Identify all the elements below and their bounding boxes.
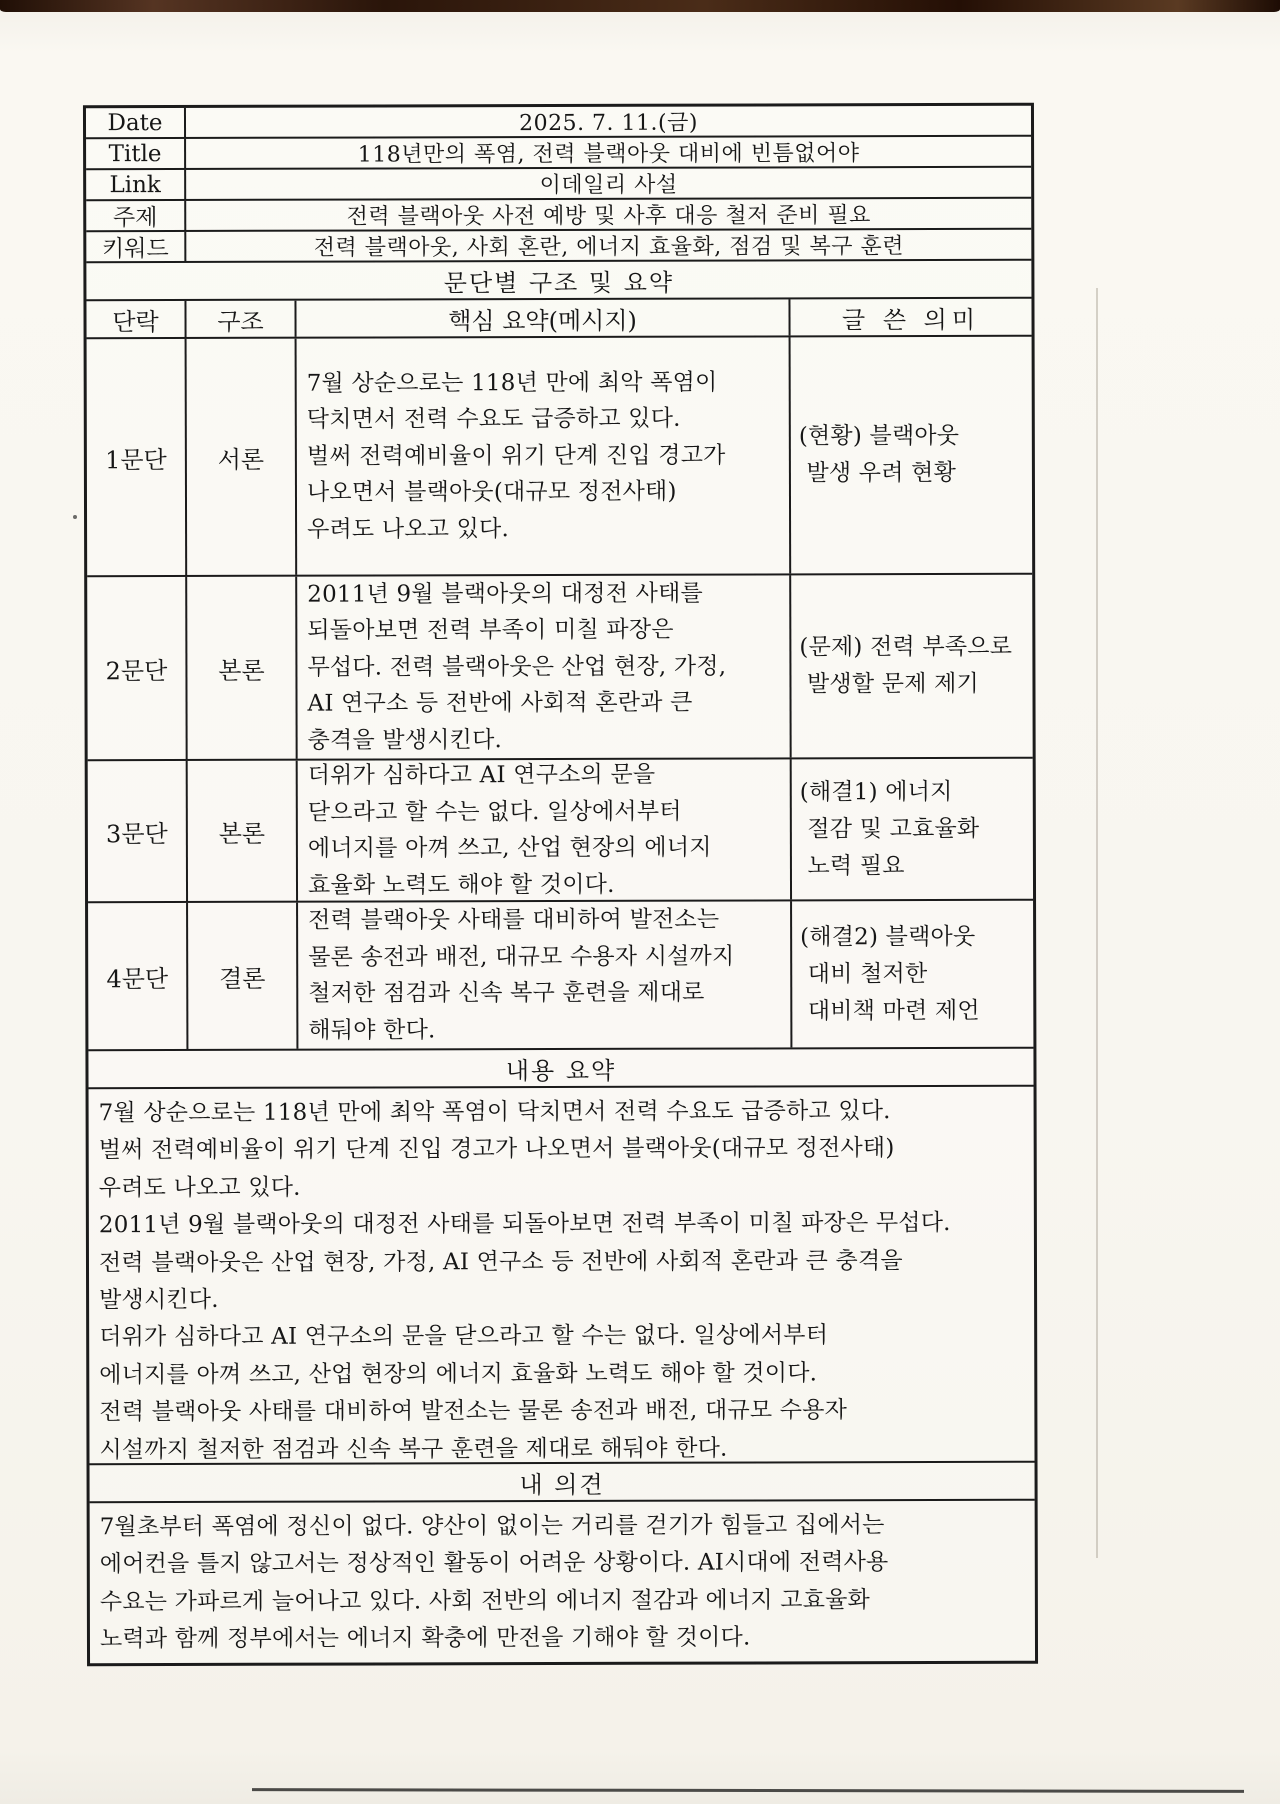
paragraph-4-summary-cell <box>298 901 792 1048</box>
content-summary-block <box>89 1087 1035 1465</box>
paragraph-4-meaning-cell <box>792 901 1033 1048</box>
table-row-paragraph-3 <box>88 759 1033 903</box>
section-title-my-opinion: 내 의견 <box>90 1463 1035 1503</box>
structure-table-header-row <box>86 299 1031 339</box>
paragraph-2-summary-cell <box>297 575 791 758</box>
meta-label-title: Title <box>86 139 186 168</box>
paragraph-2-structure: 본론 <box>187 577 297 759</box>
paragraph-3-number: 3문단 <box>88 761 188 901</box>
meta-value-date: 2025. 7. 11.(금) <box>519 110 698 137</box>
meta-label-link: Link <box>86 170 186 199</box>
section-title-content-summary: 내용 요약 <box>88 1049 1033 1089</box>
meta-row-keywords <box>86 230 1031 263</box>
paragraph-3-summary-cell <box>298 759 792 900</box>
table-row-paragraph-2 <box>87 575 1032 761</box>
scan-artifact-bottom-line <box>252 1788 1244 1793</box>
table-row-paragraph-4 <box>88 901 1033 1051</box>
meta-label-topic: 주제 <box>86 201 186 230</box>
meta-row-topic <box>86 199 1031 232</box>
paragraph-3-meaning-cell <box>792 759 1033 900</box>
paragraph-3-meaning-text: (해결1) 에너지 절감 및 고효율화 노력 필요 <box>799 778 980 879</box>
scan-artifact-top-band <box>0 0 1280 12</box>
meta-value-link: 이데일리 사설 <box>539 172 678 199</box>
meta-row-date <box>86 106 1031 139</box>
paragraph-3-summary-text: 더위가 심하다고 AI 연구소의 문을 닫으라고 할 수는 없다. 일상에서부터 에너지를 아껴 쓰고, 산업 현장의 에너지 효율화 노력도 해야 할 것이다. <box>307 761 712 899</box>
section-title-structure-summary: 문단별 구조 및 요약 <box>86 261 1031 301</box>
column-header-writer-intent: 글 쓴 의미 <box>841 305 981 334</box>
paragraph-1-summary-text: 7월 상순으로는 118년 만에 최악 폭염이 닥치면서 전력 수요도 급증하고 있다. 벌써 전력예비율이 위기 단계 진입 경고가 나오면서 블랙아웃(대규모 정전사태) 우려도 나오고 있다. <box>306 369 726 543</box>
meta-value-topic: 전력 블랙아웃 사전 예방 및 사후 대응 철저 준비 필요 <box>346 203 871 230</box>
paragraph-3-structure: 본론 <box>188 761 298 901</box>
meta-row-link <box>86 168 1031 201</box>
meta-label-keywords: 키워드 <box>86 232 186 261</box>
column-header-key-summary: 핵심 요약(메시지) <box>296 299 790 336</box>
paragraph-1-number: 1문단 <box>87 339 188 575</box>
paragraph-2-summary-text: 2011년 9월 블랙아웃의 대정전 사태를 되돌아보면 전력 부족이 미칠 파장은 무섭다. 전력 블랙아웃은 산업 현장, 가정, AI 연구소 등 전반에 사회적 혼란과 큰 충격을 발생시킨다. <box>307 580 727 754</box>
meta-row-title <box>86 137 1031 170</box>
stray-ink-dot <box>73 515 77 519</box>
document-table <box>83 103 1038 1666</box>
paragraph-1-meaning-cell <box>791 337 1033 574</box>
paragraph-2-meaning-cell <box>791 575 1032 758</box>
paper-edge-streak <box>1096 288 1098 1558</box>
meta-value-keywords: 전력 블랙아웃, 사회 혼란, 에너지 효율화, 점검 및 복구 훈련 <box>313 234 904 261</box>
table-row-paragraph-1 <box>87 337 1033 577</box>
my-opinion-text: 7월초부터 폭염에 정신이 없다. 양산이 없이는 거리를 걷기가 힘들고 집에서는 에어컨을 틀지 않고서는 정상적인 활동이 어려운 상황이다. AI시대에 전력사용 수요는 가파르게 늘어나고 있다. 사회 전반의 에너지 절감과 에너지 고효율화 노력과 함께 정부에서는 에너지 확충에 만전을 기해야 할 것이다. <box>99 1512 889 1653</box>
paragraph-2-number: 2문단 <box>87 577 187 759</box>
paragraph-4-summary-text: 전력 블랙아웃 사태를 대비하여 발전소는 물론 송전과 배전, 대규모 수용자 시설까지 철저한 점검과 신속 복구 훈련을 제대로 해둬야 한다. <box>308 906 735 1044</box>
paragraph-2-meaning-text: (문제) 전력 부족으로 발생할 문제 제기 <box>799 633 1013 698</box>
content-summary-text: 7월 상순으로는 118년 만에 최악 폭염이 닥치면서 전력 수요도 급증하고 있다. 벌써 전력예비율이 위기 단계 진입 경고가 나오면서 블랙아웃(대규모 정전사태) 우려도 나오고 있다. 2011년 9월 블랙아웃의 대정전 사태를 되돌아보면 전력 부족이 미칠 파장은 무섭다. 전력 블랙아웃은 산업 현장, 가정, AI 연구소 등 전반에 사회적 혼란과 큰 충격을 발생시킨다. 더위가 심하다고 AI 연구소의 문을 닫으라고 할 수는 없다. 일상에서부터 에너지를 아껴 쓰고, 산업 현장의 에너지 효율화 노력도 해야 할 것이다. 전력 블랙아웃 사태를 대비하여 발전소는 물론 송전과 배전, 대규모 수용자 시설까지 철저한 점검과 신속 복구 훈련을 제대로 해둬야 한다. <box>98 1098 951 1463</box>
column-header-structure: 구조 <box>186 301 296 337</box>
paragraph-4-meaning-text: (해결2) 블랙아웃 대비 철저한 대비책 마련 제언 <box>800 923 980 1024</box>
paragraph-1-structure: 서론 <box>187 339 298 575</box>
meta-label-date: Date <box>86 108 186 137</box>
my-opinion-block <box>90 1501 1035 1663</box>
paragraph-4-number: 4문단 <box>88 903 188 1049</box>
paragraph-4-structure: 결론 <box>188 903 298 1049</box>
paragraph-1-summary-cell <box>297 337 792 574</box>
meta-value-title: 118년만의 폭염, 전력 블랙아웃 대비에 빈틈없어야 <box>357 141 860 168</box>
column-header-paragraph: 단락 <box>86 301 186 337</box>
paragraph-1-meaning-text: (현황) 블랙아웃 발생 우려 현황 <box>798 422 960 487</box>
